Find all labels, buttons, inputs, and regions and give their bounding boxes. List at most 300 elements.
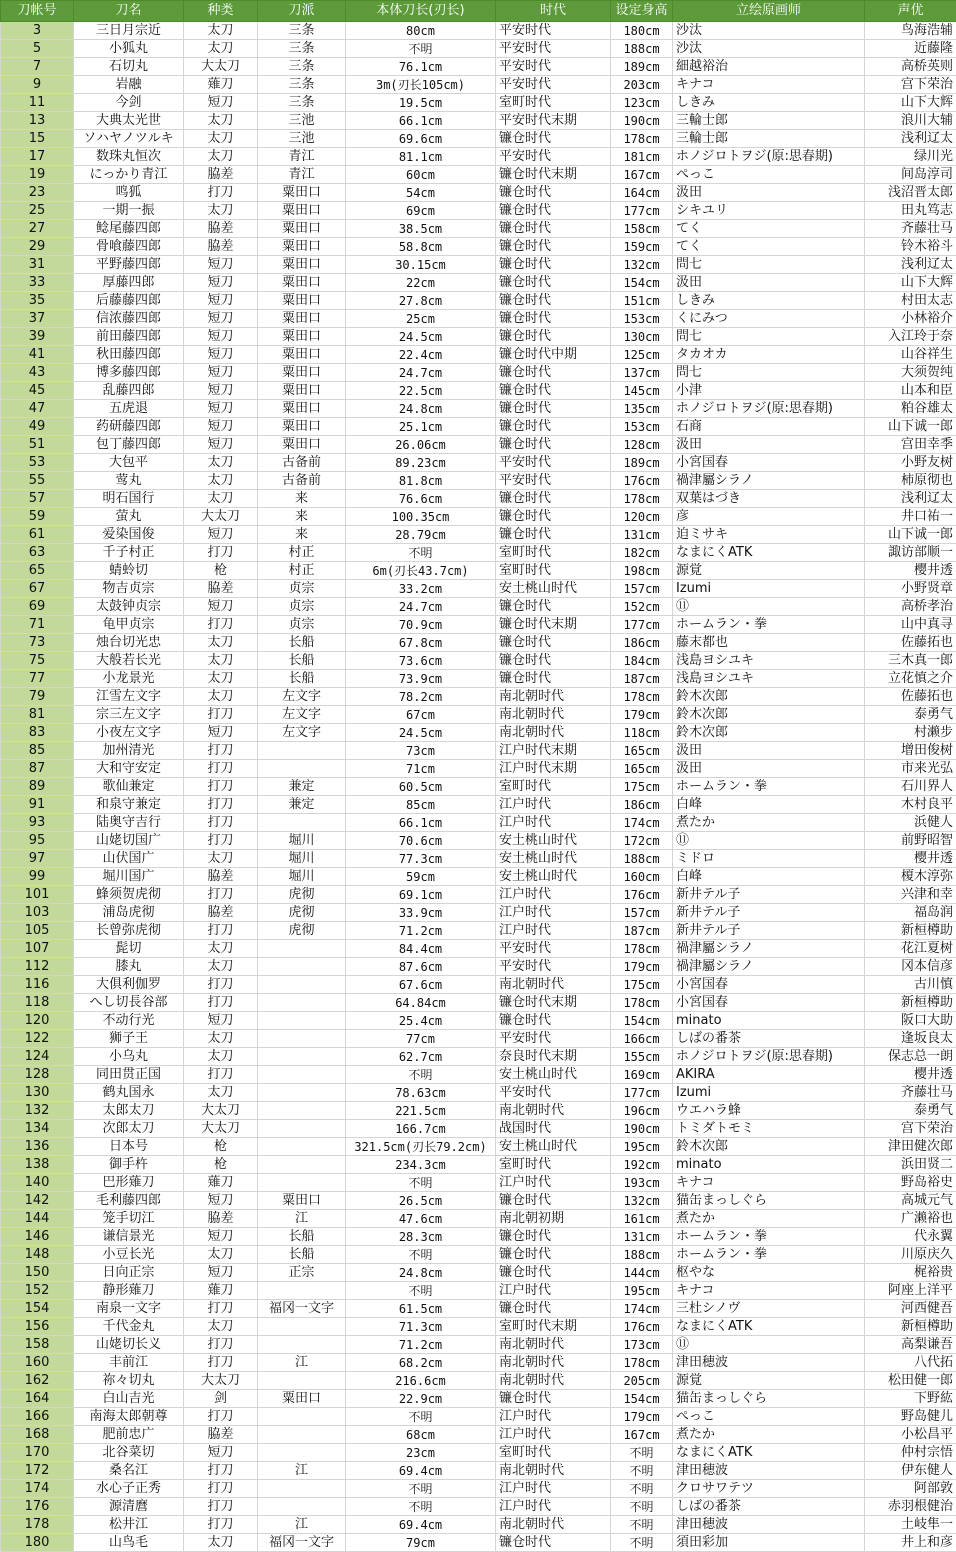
cell-voice-actor: 近藤隆 (865, 40, 956, 58)
cell-school: 左文字 (258, 724, 346, 742)
cell-illustrator: 禍津屬シラノ (673, 940, 865, 958)
cell-id: 53 (1, 454, 74, 472)
cell-voice-actor: 高梨谦吾 (865, 1336, 956, 1354)
cell-school: 三条 (258, 58, 346, 76)
table-row (1, 868, 956, 886)
cell-school (258, 1120, 346, 1138)
cell-voice-actor: 山下诚一郎 (865, 526, 956, 544)
table-row (1, 706, 956, 724)
cell-era: 南北朝初期 (496, 1210, 611, 1228)
cell-era: 镰仓时代 (496, 364, 611, 382)
cell-type: 短刀 (184, 346, 258, 364)
cell-school: 粟田口 (258, 328, 346, 346)
cell-type: 打刀 (184, 1354, 258, 1372)
cell-type: 短刀 (184, 274, 258, 292)
header-length: 本体刀长(刃长) (346, 1, 496, 22)
cell-illustrator: 小宮国春 (673, 976, 865, 994)
cell-name: 今剑 (74, 94, 184, 112)
cell-id: 101 (1, 886, 74, 904)
cell-voice-actor: 野岛裕史 (865, 1174, 956, 1192)
cell-type: 太刀 (184, 1048, 258, 1066)
table-body (1, 22, 956, 1552)
cell-voice-actor: 广濑裕也 (865, 1210, 956, 1228)
cell-voice-actor: 浜田贤二 (865, 1156, 956, 1174)
cell-id: 146 (1, 1228, 74, 1246)
cell-voice-actor: 井上和彦 (865, 1534, 956, 1552)
cell-era: 平安时代 (496, 76, 611, 94)
cell-id: 35 (1, 292, 74, 310)
cell-school (258, 1336, 346, 1354)
table-row (1, 760, 956, 778)
cell-length: 234.3cm (346, 1156, 496, 1174)
cell-school: 三池 (258, 130, 346, 148)
cell-height: 157cm (611, 580, 673, 598)
cell-height: 120cm (611, 508, 673, 526)
cell-school: 虎彻 (258, 886, 346, 904)
cell-id: 144 (1, 1210, 74, 1228)
cell-type: 打刀 (184, 184, 258, 202)
cell-length: 81.1cm (346, 148, 496, 166)
cell-name: 浦岛虎彻 (74, 904, 184, 922)
cell-school: 左文字 (258, 688, 346, 706)
cell-school: 来 (258, 508, 346, 526)
cell-length: 不明 (346, 1408, 496, 1426)
cell-voice-actor: 浪川大辅 (865, 112, 956, 130)
cell-type: 太刀 (184, 454, 258, 472)
cell-voice-actor: 樱井透 (865, 1066, 956, 1084)
cell-voice-actor: 铃木裕斗 (865, 238, 956, 256)
cell-illustrator: 猫缶まっしぐら (673, 1192, 865, 1210)
cell-name: ソハヤノツルキ (74, 130, 184, 148)
cell-illustrator: ぺっこ (673, 166, 865, 184)
table-row (1, 1444, 956, 1462)
cell-school: 长船 (258, 652, 346, 670)
cell-era: 安土桃山时代 (496, 850, 611, 868)
cell-type: 脇差 (184, 1210, 258, 1228)
cell-name: 蜂须贺虎彻 (74, 886, 184, 904)
cell-school: 正宗 (258, 1264, 346, 1282)
cell-illustrator: 三輪士郎 (673, 130, 865, 148)
cell-school: 青江 (258, 166, 346, 184)
cell-type: 脇差 (184, 1426, 258, 1444)
cell-era: 镰仓时代末期 (496, 994, 611, 1012)
cell-type: 打刀 (184, 1498, 258, 1516)
cell-length: 28.3cm (346, 1228, 496, 1246)
cell-length: 67.8cm (346, 634, 496, 652)
cell-name: 秋田藤四郎 (74, 346, 184, 364)
cell-id: 160 (1, 1354, 74, 1372)
cell-illustrator: 彦 (673, 508, 865, 526)
cell-type: 脇差 (184, 868, 258, 886)
cell-name: 一期一振 (74, 202, 184, 220)
cell-voice-actor: 阿部敦 (865, 1480, 956, 1498)
cell-voice-actor: 山下诚一郎 (865, 418, 956, 436)
cell-type: 太刀 (184, 1084, 258, 1102)
cell-length: 60.5cm (346, 778, 496, 796)
cell-era: 镰仓时代 (496, 238, 611, 256)
cell-school (258, 1498, 346, 1516)
cell-length: 24.7cm (346, 364, 496, 382)
cell-id: 3 (1, 22, 74, 40)
cell-illustrator: 沙汰 (673, 40, 865, 58)
table-row (1, 850, 956, 868)
cell-length: 77.3cm (346, 850, 496, 868)
cell-type: 打刀 (184, 1480, 258, 1498)
cell-height: 188cm (611, 1246, 673, 1264)
cell-id: 93 (1, 814, 74, 832)
cell-id: 59 (1, 508, 74, 526)
cell-school: 粟田口 (258, 202, 346, 220)
table-row (1, 202, 956, 220)
table-row (1, 94, 956, 112)
cell-length: 不明 (346, 1498, 496, 1516)
cell-school: 粟田口 (258, 418, 346, 436)
cell-era: 镰仓时代 (496, 1534, 611, 1552)
cell-type: 打刀 (184, 544, 258, 562)
cell-voice-actor: 小野贤章 (865, 580, 956, 598)
table-row (1, 310, 956, 328)
cell-id: 67 (1, 580, 74, 598)
cell-voice-actor: 浅利辽太 (865, 130, 956, 148)
cell-voice-actor: 野岛健儿 (865, 1408, 956, 1426)
cell-length: 87.6cm (346, 958, 496, 976)
cell-illustrator: 迫ミサキ (673, 526, 865, 544)
cell-length: 25.1cm (346, 418, 496, 436)
table-row (1, 904, 956, 922)
cell-id: 176 (1, 1498, 74, 1516)
cell-height: 152cm (611, 598, 673, 616)
cell-height: 180cm (611, 22, 673, 40)
cell-illustrator: 三杜シノヴ (673, 1300, 865, 1318)
cell-illustrator: ミドロ (673, 850, 865, 868)
cell-height: 187cm (611, 922, 673, 940)
cell-name: 骨喰藤四郎 (74, 238, 184, 256)
cell-era: 室町时代 (496, 1444, 611, 1462)
cell-length: 25.4cm (346, 1012, 496, 1030)
cell-school (258, 958, 346, 976)
cell-id: 31 (1, 256, 74, 274)
cell-era: 镰仓时代 (496, 634, 611, 652)
cell-illustrator: なまにくATK (673, 544, 865, 562)
cell-id: 140 (1, 1174, 74, 1192)
cell-name: 石切丸 (74, 58, 184, 76)
cell-school (258, 994, 346, 1012)
cell-voice-actor: 保志总一朗 (865, 1048, 956, 1066)
cell-voice-actor: 佐藤拓也 (865, 634, 956, 652)
cell-illustrator: 須田彩加 (673, 1534, 865, 1552)
cell-voice-actor: 佐藤拓也 (865, 688, 956, 706)
cell-illustrator: AKIRA (673, 1066, 865, 1084)
cell-type: 短刀 (184, 328, 258, 346)
cell-school (258, 1444, 346, 1462)
table-row (1, 346, 956, 364)
cell-type: 打刀 (184, 796, 258, 814)
cell-voice-actor: 山中真寻 (865, 616, 956, 634)
cell-id: 156 (1, 1318, 74, 1336)
cell-length: 68cm (346, 1426, 496, 1444)
cell-id: 162 (1, 1372, 74, 1390)
cell-illustrator: しばの番茶 (673, 1498, 865, 1516)
cell-school: 长船 (258, 670, 346, 688)
cell-illustrator: しばの番茶 (673, 1030, 865, 1048)
cell-era: 南北朝时代 (496, 1372, 611, 1390)
cell-length: 30.15cm (346, 256, 496, 274)
header-id: 刀帐号 (1, 1, 74, 22)
cell-id: 11 (1, 94, 74, 112)
cell-era: 镰仓时代 (496, 220, 611, 238)
cell-id: 178 (1, 1516, 74, 1534)
cell-length: 71.2cm (346, 1336, 496, 1354)
cell-type: 脇差 (184, 904, 258, 922)
cell-school (258, 976, 346, 994)
cell-illustrator: 鈴木次郎 (673, 1138, 865, 1156)
cell-voice-actor: 小野友树 (865, 454, 956, 472)
table-row (1, 652, 956, 670)
cell-height: 190cm (611, 1120, 673, 1138)
cell-era: 室町时代 (496, 544, 611, 562)
cell-school: 江 (258, 1354, 346, 1372)
cell-height: 145cm (611, 382, 673, 400)
table-row (1, 364, 956, 382)
cell-voice-actor: 泰勇气 (865, 706, 956, 724)
cell-name: 鸣狐 (74, 184, 184, 202)
cell-name: 宗三左文字 (74, 706, 184, 724)
cell-name: 日向正宗 (74, 1264, 184, 1282)
cell-illustrator: ⑪ (673, 598, 865, 616)
cell-voice-actor: 赤羽根健治 (865, 1498, 956, 1516)
cell-type: 短刀 (184, 382, 258, 400)
cell-type: 太刀 (184, 652, 258, 670)
cell-voice-actor: 浅利辽太 (865, 490, 956, 508)
cell-height: 165cm (611, 760, 673, 778)
cell-length: 69.6cm (346, 130, 496, 148)
cell-name: 厚藤四郎 (74, 274, 184, 292)
cell-type: 打刀 (184, 1462, 258, 1480)
header-voice-actor: 声优 (865, 1, 956, 22)
cell-illustrator: 藤末都也 (673, 634, 865, 652)
table-row (1, 58, 956, 76)
cell-type: 打刀 (184, 760, 258, 778)
cell-name: 博多藤四郎 (74, 364, 184, 382)
cell-length: 不明 (346, 1246, 496, 1264)
table-row (1, 724, 956, 742)
cell-name: 莺丸 (74, 472, 184, 490)
cell-height: 179cm (611, 958, 673, 976)
cell-height: 不明 (611, 1534, 673, 1552)
cell-height: 190cm (611, 112, 673, 130)
cell-name: 山伏国广 (74, 850, 184, 868)
cell-school: 粟田口 (258, 220, 346, 238)
cell-length: 62.7cm (346, 1048, 496, 1066)
header-type: 种类 (184, 1, 258, 22)
cell-id: 174 (1, 1480, 74, 1498)
cell-id: 19 (1, 166, 74, 184)
cell-name: 和泉守兼定 (74, 796, 184, 814)
cell-name: 乱藤四郎 (74, 382, 184, 400)
cell-type: 短刀 (184, 94, 258, 112)
cell-name: 歌仙兼定 (74, 778, 184, 796)
cell-height: 128cm (611, 436, 673, 454)
cell-length: 19.5cm (346, 94, 496, 112)
cell-height: 123cm (611, 94, 673, 112)
cell-id: 15 (1, 130, 74, 148)
cell-voice-actor: 井口祐一 (865, 508, 956, 526)
cell-type: 短刀 (184, 1192, 258, 1210)
cell-length: 73.6cm (346, 652, 496, 670)
cell-type: 太刀 (184, 1030, 258, 1048)
cell-era: 镰仓时代 (496, 184, 611, 202)
cell-illustrator: ホノジロトヲジ(原:思春期) (673, 1048, 865, 1066)
cell-name: 山姥切国广 (74, 832, 184, 850)
cell-name: 大包平 (74, 454, 184, 472)
cell-length: 71cm (346, 760, 496, 778)
cell-height: 160cm (611, 868, 673, 886)
table-row (1, 40, 956, 58)
cell-id: 138 (1, 1156, 74, 1174)
cell-id: 61 (1, 526, 74, 544)
cell-name: 祢々切丸 (74, 1372, 184, 1390)
cell-illustrator: 問七 (673, 328, 865, 346)
cell-length: 69.1cm (346, 886, 496, 904)
cell-school: 三条 (258, 22, 346, 40)
table-row (1, 148, 956, 166)
cell-voice-actor: 浜健人 (865, 814, 956, 832)
cell-type: 打刀 (184, 994, 258, 1012)
table-row (1, 814, 956, 832)
cell-name: 小豆长光 (74, 1246, 184, 1264)
cell-voice-actor: 阪口大助 (865, 1012, 956, 1030)
cell-height: 不明 (611, 1516, 673, 1534)
cell-type: 枪 (184, 1138, 258, 1156)
cell-height: 不明 (611, 1462, 673, 1480)
cell-school (258, 1084, 346, 1102)
cell-length: 33.9cm (346, 904, 496, 922)
cell-name: 加州清光 (74, 742, 184, 760)
cell-length: 166.7cm (346, 1120, 496, 1138)
cell-height: 125cm (611, 346, 673, 364)
cell-height: 154cm (611, 274, 673, 292)
cell-type: 短刀 (184, 364, 258, 382)
cell-id: 77 (1, 670, 74, 688)
cell-illustrator: 煮たか (673, 1426, 865, 1444)
cell-name: 五虎退 (74, 400, 184, 418)
cell-voice-actor: 粕谷雄太 (865, 400, 956, 418)
cell-name: 小乌丸 (74, 1048, 184, 1066)
cell-era: 镰仓时代 (496, 130, 611, 148)
cell-id: 170 (1, 1444, 74, 1462)
cell-type: 打刀 (184, 814, 258, 832)
cell-illustrator: 煮たか (673, 814, 865, 832)
cell-name: 岩融 (74, 76, 184, 94)
cell-illustrator: てく (673, 220, 865, 238)
cell-name: へし切長谷部 (74, 994, 184, 1012)
cell-illustrator: トミダトモミ (673, 1120, 865, 1138)
cell-length: 22.9cm (346, 1390, 496, 1408)
table-row (1, 166, 956, 184)
cell-height: 188cm (611, 40, 673, 58)
cell-era: 平安时代 (496, 472, 611, 490)
cell-voice-actor: 鸟海浩辅 (865, 22, 956, 40)
table-row (1, 1390, 956, 1408)
table-row (1, 1174, 956, 1192)
cell-height: 172cm (611, 832, 673, 850)
cell-name: 鹤丸国永 (74, 1084, 184, 1102)
table-row (1, 544, 956, 562)
cell-school (258, 742, 346, 760)
cell-length: 不明 (346, 1282, 496, 1300)
cell-height: 167cm (611, 166, 673, 184)
cell-name: 南海太郎朝尊 (74, 1408, 184, 1426)
cell-height: 131cm (611, 1228, 673, 1246)
cell-illustrator: 鈴木次郎 (673, 724, 865, 742)
cell-name: 肥前忠广 (74, 1426, 184, 1444)
cell-height: 154cm (611, 1012, 673, 1030)
cell-illustrator: くにみつ (673, 310, 865, 328)
cell-illustrator: minato (673, 1012, 865, 1030)
cell-name: 蜻蛉切 (74, 562, 184, 580)
table-row (1, 1120, 956, 1138)
cell-id: 63 (1, 544, 74, 562)
cell-voice-actor: 樱井透 (865, 562, 956, 580)
cell-length: 不明 (346, 1480, 496, 1498)
cell-school: 古备前 (258, 454, 346, 472)
cell-height: 177cm (611, 1084, 673, 1102)
cell-length: 67cm (346, 706, 496, 724)
cell-type: 大太刀 (184, 508, 258, 526)
cell-length: 24.8cm (346, 1264, 496, 1282)
cell-voice-actor: 齐藤壮马 (865, 1084, 956, 1102)
cell-era: 江户时代末期 (496, 742, 611, 760)
cell-id: 158 (1, 1336, 74, 1354)
cell-height: 178cm (611, 490, 673, 508)
cell-type: 薙刀 (184, 1174, 258, 1192)
cell-id: 43 (1, 364, 74, 382)
cell-era: 镰仓时代 (496, 526, 611, 544)
cell-height: 158cm (611, 220, 673, 238)
cell-type: 短刀 (184, 1264, 258, 1282)
table-row (1, 796, 956, 814)
cell-length: 70.6cm (346, 832, 496, 850)
cell-id: 29 (1, 238, 74, 256)
cell-voice-actor: 山谷祥生 (865, 346, 956, 364)
cell-era: 平安时代 (496, 958, 611, 976)
cell-school (258, 1102, 346, 1120)
cell-school: 粟田口 (258, 292, 346, 310)
cell-length: 73cm (346, 742, 496, 760)
table-row (1, 598, 956, 616)
table-row (1, 670, 956, 688)
cell-id: 65 (1, 562, 74, 580)
cell-name: 前田藤四郎 (74, 328, 184, 346)
table-row (1, 256, 956, 274)
cell-type: 打刀 (184, 616, 258, 634)
cell-school: 粟田口 (258, 184, 346, 202)
cell-era: 江户时代 (496, 904, 611, 922)
cell-name: 太鼓钟贞宗 (74, 598, 184, 616)
cell-school: 粟田口 (258, 1390, 346, 1408)
cell-voice-actor: 川原庆久 (865, 1246, 956, 1264)
cell-name: 次郎太刀 (74, 1120, 184, 1138)
cell-type: 打刀 (184, 1336, 258, 1354)
cell-name: 萤丸 (74, 508, 184, 526)
cell-type: 打刀 (184, 742, 258, 760)
cell-name: 物吉贞宗 (74, 580, 184, 598)
cell-height: 165cm (611, 742, 673, 760)
cell-height: 178cm (611, 994, 673, 1012)
cell-length: 81.8cm (346, 472, 496, 490)
cell-illustrator: 津田穂波 (673, 1354, 865, 1372)
cell-length: 68.2cm (346, 1354, 496, 1372)
